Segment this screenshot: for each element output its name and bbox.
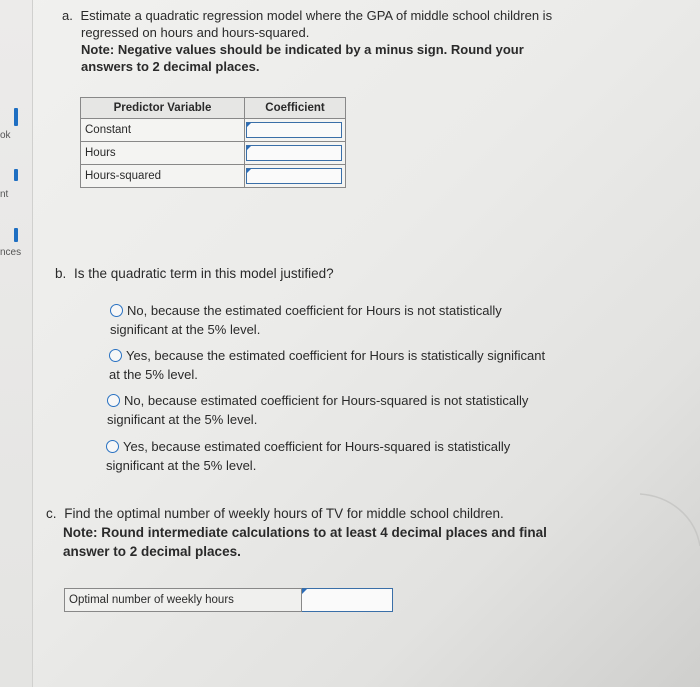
sidebar-item-print[interactable]: nt — [0, 189, 9, 200]
part-c-text — [46, 504, 646, 561]
header-coefficient: Coefficient — [245, 98, 346, 119]
hours-squared-cell — [245, 165, 346, 188]
row-label-constant: Constant — [81, 119, 245, 142]
option-3[interactable] — [107, 391, 627, 429]
option-1[interactable] — [110, 301, 630, 339]
table-row — [81, 119, 346, 142]
optimal-hours-row — [64, 588, 393, 612]
option-3-line2: significant at the 5% level. — [107, 412, 258, 427]
constant-cell — [245, 119, 346, 142]
option-2-line2: at the 5% level. — [109, 367, 198, 382]
header-predictor-variable: Predictor Variable — [81, 98, 245, 119]
part-a-question-line1: Estimate a quadratic regression model where the GPA of middle school children is — [80, 8, 553, 23]
hours-squared-coefficient-input[interactable] — [246, 168, 342, 184]
sidebar-item-ebook[interactable]: ok — [0, 130, 11, 141]
part-c-note-line1: Note: Round intermediate calculations to at least 4 decimal places and final — [63, 525, 547, 540]
row-label-hours-squared: Hours-squared — [81, 165, 245, 188]
hours-cell — [245, 142, 346, 165]
coefficient-table — [80, 97, 346, 188]
table-row — [81, 165, 346, 188]
radio-button[interactable] — [109, 349, 122, 362]
row-label-hours: Hours — [81, 142, 245, 165]
part-a-question-line2: regressed on hours and hours-squared. — [81, 25, 310, 40]
optimal-hours-input[interactable] — [302, 588, 393, 612]
optimal-hours-label: Optimal number of weekly hours — [64, 588, 302, 612]
part-a-note-line1: Note: Negative values should be indicated by a minus sign. Round your — [81, 42, 524, 57]
option-3-line1: No, because estimated coefficient for Hours-squared is not statistically — [124, 393, 529, 408]
option-2[interactable] — [109, 346, 629, 384]
radio-button[interactable] — [110, 304, 123, 317]
part-a-text — [62, 7, 662, 75]
part-a-letter: a. — [62, 8, 73, 23]
sidebar-item-references[interactable]: nces — [0, 247, 22, 258]
part-b-question-text: Is the quadratic term in this model justified? — [74, 266, 334, 281]
part-a-note-line2: answers to 2 decimal places. — [81, 59, 260, 74]
part-c-question: Find the optimal number of weekly hours of TV for middle school children. — [64, 506, 504, 521]
part-c-letter: c. — [46, 506, 57, 521]
part-b-letter: b. — [55, 266, 67, 281]
hours-coefficient-input[interactable] — [246, 145, 342, 161]
option-1-line2: significant at the 5% level. — [110, 322, 261, 337]
option-2-line1: Yes, because the estimated coefficient for Hours is statistically significant — [126, 348, 546, 363]
part-b-question — [55, 265, 334, 282]
option-1-line1: No, because the estimated coefficient for Hours is not statistically — [127, 303, 502, 318]
part-c-note-line2: answer to 2 decimal places. — [63, 544, 241, 559]
table-row — [81, 142, 346, 165]
option-4-line2: significant at the 5% level. — [106, 458, 257, 473]
radio-button[interactable] — [107, 394, 120, 407]
option-4[interactable] — [106, 437, 626, 475]
table-header-row — [81, 98, 346, 119]
option-4-line1: Yes, because estimated coefficient for Hours-squared is statistically — [123, 439, 511, 454]
screen-edge-decoration — [640, 486, 700, 606]
radio-button[interactable] — [106, 440, 119, 453]
constant-coefficient-input[interactable] — [246, 122, 342, 138]
